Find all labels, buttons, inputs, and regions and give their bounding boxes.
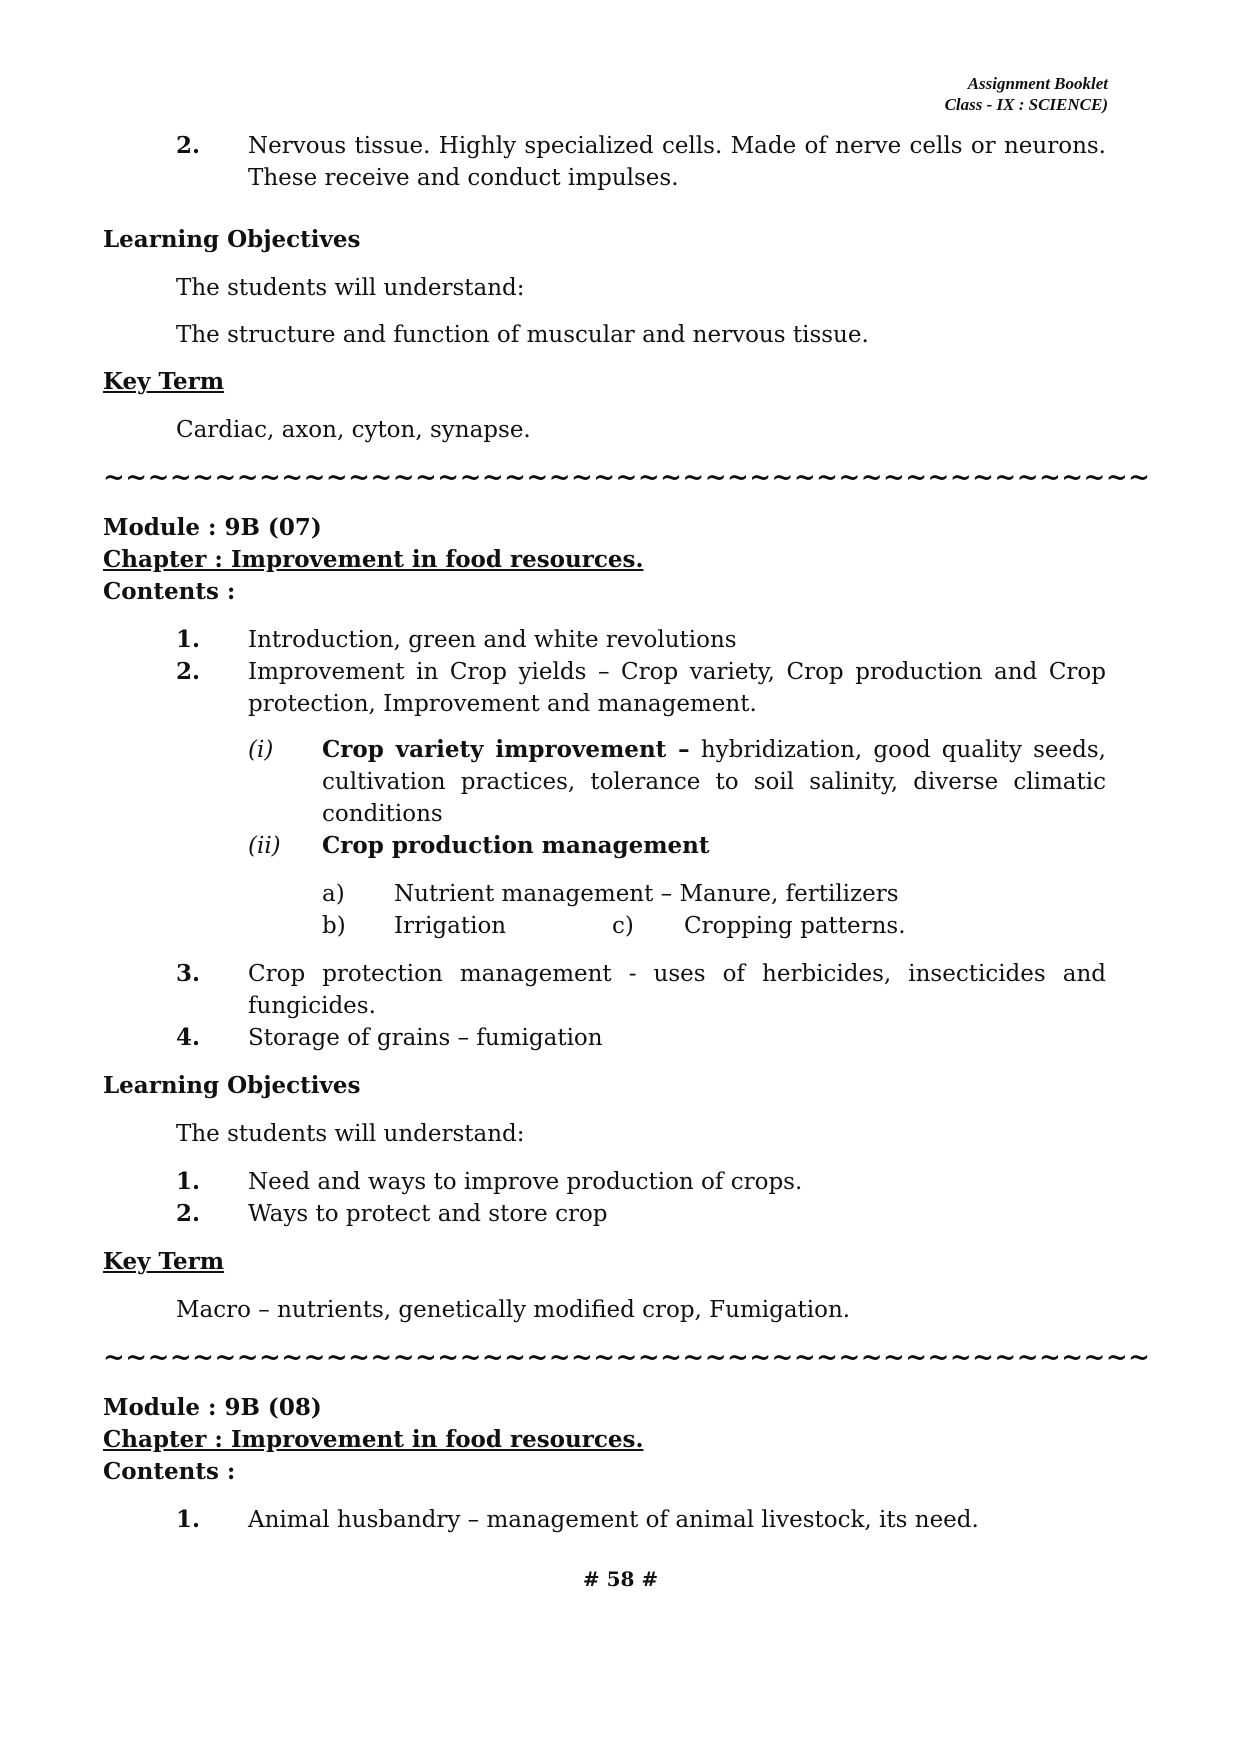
sub-sub-label: c) [612,913,634,939]
item-text: Ways to protect and store crop [248,1201,608,1227]
header-booklet-title: Assignment Booklet [967,74,1108,93]
sub-sub-text: Nutrient management – Manure, fertilizers [394,881,899,907]
sub-sub-text: Cropping patterns. [684,913,906,939]
chapter-title: Chapter : Improvement in food resources. [103,546,644,573]
sub-item-bold: Crop production management [322,832,710,859]
item-number: 1. [176,1168,201,1195]
section-divider: ~~~~~~~~~~~~~~~~~~~~~~~~~~~~~~~~~~~~~~~~~~~~~~~ [103,1343,1151,1373]
contents-heading: Contents : [103,578,236,605]
item-text: Crop protection management - uses of herbicides, insecticides and fungicides. [248,961,1106,1019]
chapter-title: Chapter : Improvement in food resources. [103,1426,644,1453]
sub-item-desc: hybridization, good quality seeds, cultivation practices, tolerance to soil salinity, diverse climatic conditions [322,737,1106,827]
key-term-text: Macro – nutrients, genetically modified crop, Fumigation. [176,1297,851,1323]
module-title: Module : 9B (08) [103,1394,322,1421]
sub-sub-label: b) [322,913,346,939]
item-text: Introduction, green and white revolutions [248,627,737,653]
objective-line: The structure and function of muscular and nervous tissue. [176,322,869,348]
item-text: Improvement in Crop yields – Crop variety, Crop production and Crop protection, Improvement and management. [248,659,1106,717]
item-number: 2. [176,658,201,685]
sub-item-label: (ii) [248,833,281,859]
module-title: Module : 9B (07) [103,514,322,541]
key-term-text: Cardiac, axon, cyton, synapse. [176,417,531,443]
item-number: 1. [176,626,201,653]
page-header [945,73,1108,115]
sub-sub-label: a) [322,881,345,907]
sub-item-text [322,734,1106,830]
item-number: 3. [176,960,201,987]
header-class-subject: Class - IX : SCIENCE) [944,95,1108,114]
learning-objectives-heading: Learning Objectives [103,1072,361,1099]
item-number: 2. [176,132,201,159]
section-divider: ~~~~~~~~~~~~~~~~~~~~~~~~~~~~~~~~~~~~~~~~~~~~~~~ [103,463,1151,493]
item-text: Nervous tissue. Highly specialized cells. Made of nerve cells or neurons. These receive and conduct impulses. [248,133,1106,191]
contents-heading: Contents : [103,1458,236,1485]
sub-sub-text: Irrigation [394,913,507,939]
sub-item-text [322,830,1106,862]
objectives-intro: The students will understand: [176,275,525,301]
key-term-heading: Key Term [103,1248,225,1275]
objectives-intro: The students will understand: [176,1121,525,1147]
key-term-heading: Key Term [103,368,225,395]
item-text: Storage of grains – fumigation [248,1025,603,1051]
item-text: Need and ways to improve production of crops. [248,1169,803,1195]
sub-item-bold: Crop variety improvement – [322,736,690,763]
item-number: 4. [176,1024,201,1051]
page-number: # 58 # [582,1567,659,1591]
learning-objectives-heading: Learning Objectives [103,226,361,253]
item-number: 2. [176,1200,201,1227]
item-text: Animal husbandry – management of animal livestock, its need. [248,1507,979,1533]
item-number: 1. [176,1506,201,1533]
sub-item-label: (i) [248,737,274,763]
